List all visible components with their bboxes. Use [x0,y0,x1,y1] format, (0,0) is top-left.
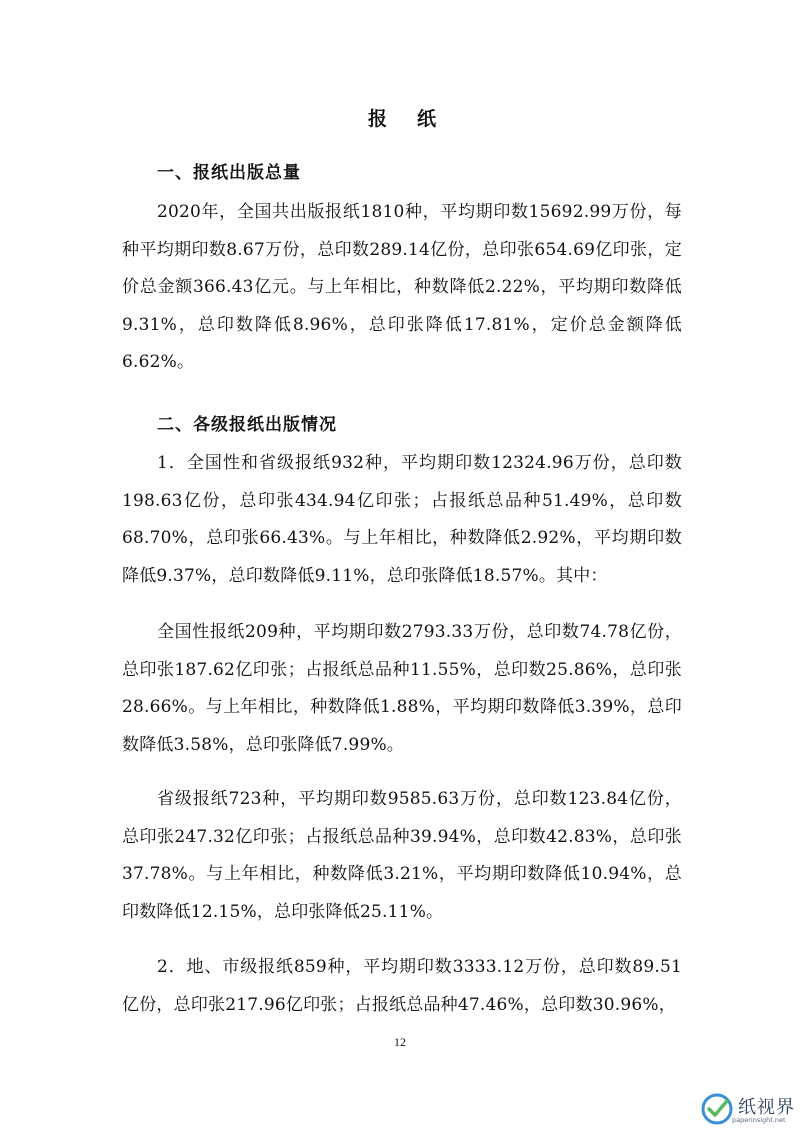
section-heading-1: 一、报纸出版总量 [157,163,301,183]
page-title: 报纸 [367,108,466,130]
watermark-name: 纸视界 [738,1097,795,1118]
paragraph-total-output: 2020年，全国共出版报纸1810种，平均期印数15692.99万份，每种平均期印数8.67万份，总印数289.14亿份，总印张654.69亿印张，定价总金额366.43亿元。与上年相比，种数降低2.22%，平均期印数降低9.31%，总印数降低8.96%，总印张降低17.81%，定价总金额降低6.62%。 [122,202,682,372]
section-heading-2: 二、各级报纸出版情况 [157,415,337,435]
paragraph-national: 全国性报纸209种，平均期印数2793.33万份，总印数74.78亿份，总印张187.62亿印张；占报纸总品种11.55%，总印数25.86%，总印张28.66%。与上年相比，种数降低1.88%，平均期印数降低3.39%，总印数降低3.58%，总印张降低7.99%。 [122,622,682,755]
paragraph-provincial: 省级报纸723种，平均期印数9585.63万份，总印数123.84亿份，总印张247.32亿印张；占报纸总品种39.94%，总印数42.83%，总印张37.78%。与上年相比，种数降低3.21%，平均期印数降低10.94%，总印数降低12.15%，总印张降低25.11%。 [122,789,682,922]
paperinsight-logo-icon [700,1092,734,1126]
page-number: 12 [394,1035,406,1049]
watermark-url: paperinsight.net [732,1116,786,1124]
paragraph-prefecture-city: 2．地、市级报纸859种，平均期印数3333.12万份，总印数89.51亿份，总印张217.96亿印张；占报纸总品种47.46%，总印数30.96%， [122,957,682,1015]
paragraph-national-provincial: 1．全国性和省级报纸932种，平均期印数12324.96万份，总印数198.63亿份，总印张434.94亿印张；占报纸总品种51.49%，总印数68.70%，总印张66.43%。与上年相比，种数降低2.92%，平均期印数降低9.37%，总印数降低9.11%，总印张降低18.57%。其中： [122,453,682,586]
watermark-logo [700,1090,796,1130]
